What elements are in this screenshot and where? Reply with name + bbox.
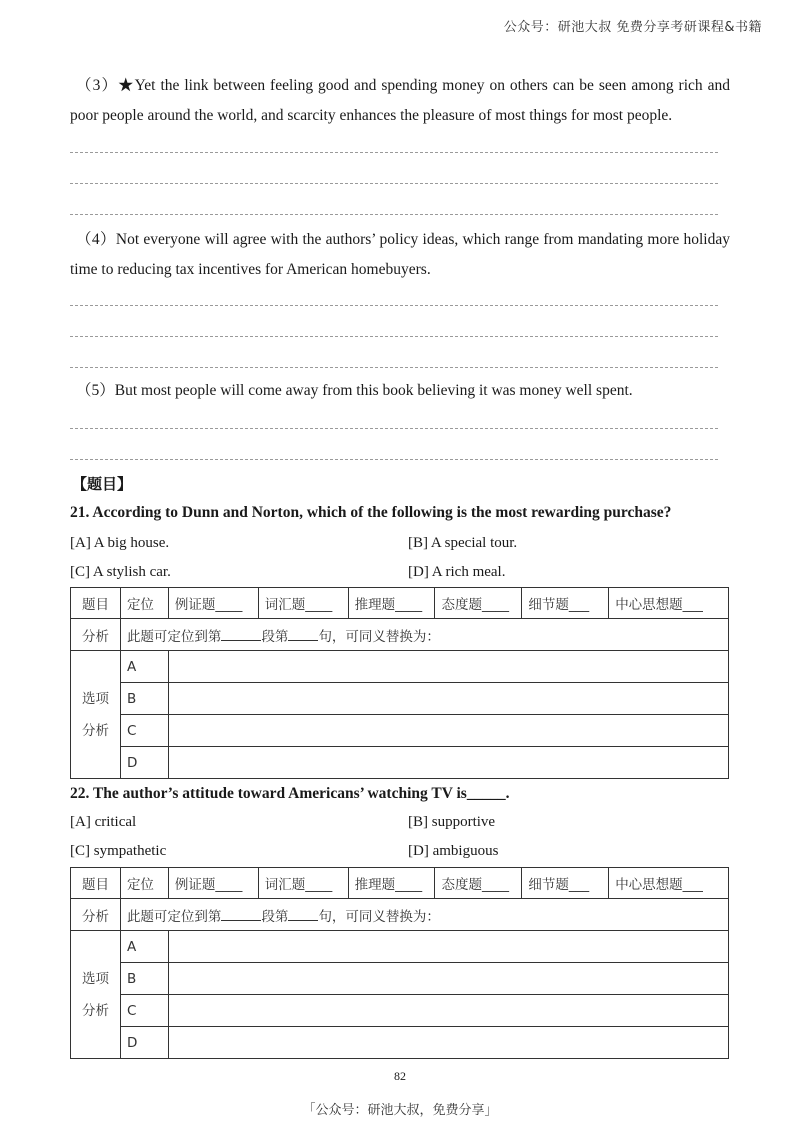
option-c[interactable]: [C] sympathetic xyxy=(70,843,167,859)
type-inference[interactable]: 推理题____ xyxy=(348,588,435,619)
paragraph-blank[interactable] xyxy=(221,920,261,921)
sentence-blank[interactable] xyxy=(288,920,318,921)
label-line: 选项 xyxy=(81,970,109,987)
answer-line[interactable] xyxy=(70,367,718,368)
page-header: 公众号：研池大叔 免费分享考研课程&书籍 xyxy=(503,20,762,35)
locate-text: 此题可定位到第 xyxy=(126,908,222,925)
locate-text: 句，可同义替换为： xyxy=(318,628,440,645)
option-b-analysis[interactable] xyxy=(168,683,728,715)
option-b-analysis[interactable] xyxy=(168,963,728,995)
type-inference[interactable]: 推理题____ xyxy=(348,868,435,899)
paragraph-blank[interactable] xyxy=(221,640,261,641)
type-vocabulary[interactable]: 词汇题____ xyxy=(258,588,348,619)
answer-line[interactable] xyxy=(70,305,718,306)
label-line: 分析 xyxy=(81,1002,109,1019)
type-main-idea[interactable]: 中心思想题___ xyxy=(609,868,729,899)
sentence-5 xyxy=(70,376,730,406)
locate-field[interactable] xyxy=(120,899,728,931)
option-b[interactable]: [B] supportive xyxy=(408,814,496,830)
option-d-analysis[interactable] xyxy=(168,1027,728,1059)
type-main-idea[interactable]: 中心思想题___ xyxy=(609,588,729,619)
sentence-text: ★Yet the link between feeling good and spending money on others can be seen among rich and poor people around the world, and scarcity enhances the pleasure of most things for most people. xyxy=(70,77,730,124)
sentence-number: （5） xyxy=(76,382,115,399)
option-c-analysis[interactable] xyxy=(168,715,728,747)
option-d-analysis[interactable] xyxy=(168,747,728,779)
option-d[interactable]: [D] A rich meal. xyxy=(408,564,506,580)
sentence-blank[interactable] xyxy=(288,640,318,641)
row-label: 分析 xyxy=(71,899,121,931)
sentence-text: But most people will come away from this book believing it was money well spent. xyxy=(114,382,633,399)
option-letter: B xyxy=(120,963,168,995)
locate-text: 段第 xyxy=(261,908,289,925)
option-letter: C xyxy=(120,995,168,1027)
row-label: 题目 xyxy=(71,868,121,899)
type-attitude[interactable]: 态度题____ xyxy=(435,588,522,619)
options-analysis-label xyxy=(71,931,121,1059)
option-letter: D xyxy=(120,1027,168,1059)
option-letter: D xyxy=(120,747,168,779)
answer-line[interactable] xyxy=(70,183,718,184)
option-letter: A xyxy=(120,931,168,963)
answer-line[interactable] xyxy=(70,428,718,429)
analysis-table-21 xyxy=(70,587,729,779)
page-number: 82 xyxy=(394,1069,406,1083)
analysis-table-22 xyxy=(70,867,729,1059)
option-c-analysis[interactable] xyxy=(168,995,728,1027)
type-vocabulary[interactable]: 词汇题____ xyxy=(258,868,348,899)
question-22-stem: 22. The author’s attitude toward Americans’ watching TV is_____. xyxy=(70,785,510,802)
sentence-number: （4） xyxy=(76,231,116,248)
type-label: 定位 xyxy=(120,868,168,899)
answer-line[interactable] xyxy=(70,214,718,215)
row-label: 题目 xyxy=(71,588,121,619)
answer-line[interactable] xyxy=(70,459,718,460)
type-detail[interactable]: 细节题___ xyxy=(522,868,609,899)
option-a-analysis[interactable] xyxy=(168,931,728,963)
locate-text: 此题可定位到第 xyxy=(126,628,222,645)
type-example[interactable]: 例证题____ xyxy=(168,868,258,899)
label-line: 分析 xyxy=(81,722,109,739)
type-attitude[interactable]: 态度题____ xyxy=(435,868,522,899)
option-b[interactable]: [B] A special tour. xyxy=(408,535,518,551)
locate-text: 句，可同义替换为： xyxy=(318,908,440,925)
type-detail[interactable]: 细节题___ xyxy=(522,588,609,619)
sentence-number: （3） xyxy=(76,77,119,94)
answer-line[interactable] xyxy=(70,336,718,337)
option-letter: B xyxy=(120,683,168,715)
option-a[interactable]: [A] A big house. xyxy=(70,535,170,551)
row-label: 分析 xyxy=(71,619,121,651)
question-21-stem: 21. According to Dunn and Norton, which of the following is the most rewarding purchase? xyxy=(70,504,672,521)
option-d[interactable]: [D] ambiguous xyxy=(408,843,499,859)
answer-line[interactable] xyxy=(70,152,718,153)
sentence-text: Not everyone will agree with the authors’ policy ideas, which range from mandating more holiday time to reducing tax incentives for American homebuyers. xyxy=(70,231,730,278)
locate-field[interactable] xyxy=(120,619,728,651)
sentence-3 xyxy=(70,71,730,131)
page-footer: 「公众号：研池大叔，免费分享」 xyxy=(302,1103,498,1118)
type-example[interactable]: 例证题____ xyxy=(168,588,258,619)
option-letter: C xyxy=(120,715,168,747)
label-line: 选项 xyxy=(81,690,109,707)
options-analysis-label xyxy=(71,651,121,779)
option-c[interactable]: [C] A stylish car. xyxy=(70,564,171,580)
section-title: 【题目】 xyxy=(72,475,133,493)
option-letter: A xyxy=(120,651,168,683)
sentence-4 xyxy=(70,225,730,285)
locate-text: 段第 xyxy=(261,628,289,645)
option-a[interactable]: [A] critical xyxy=(70,814,137,830)
type-label: 定位 xyxy=(120,588,168,619)
option-a-analysis[interactable] xyxy=(168,651,728,683)
